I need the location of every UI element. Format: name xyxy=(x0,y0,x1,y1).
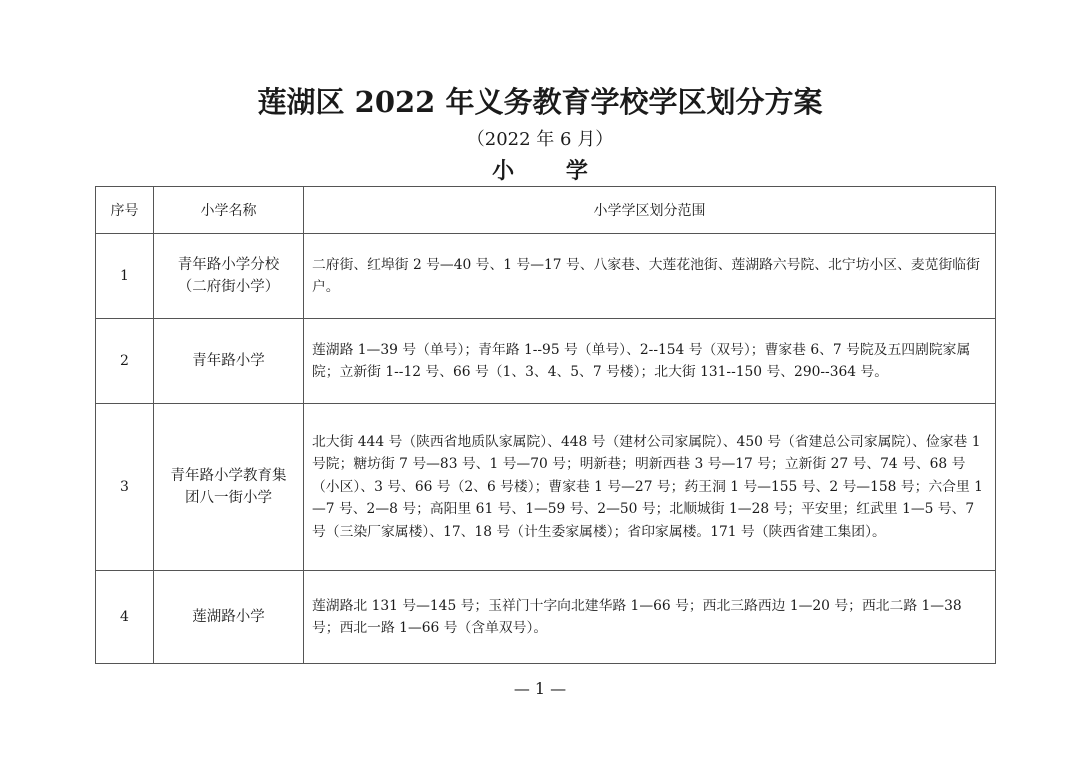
school-name: 青年路小学分校（二府街小学） xyxy=(154,234,304,319)
table-row xyxy=(96,571,996,664)
document-date: （2022 年 6 月） xyxy=(466,129,614,150)
school-name: 青年路小学 xyxy=(154,319,304,404)
row-index: 3 xyxy=(96,404,154,571)
school-district-table xyxy=(95,186,996,664)
document-title: 莲湖区 2022 年义务教育学校学区划分方案 xyxy=(257,85,823,119)
header-index: 序号 xyxy=(96,187,154,234)
school-name: 莲湖路小学 xyxy=(154,571,304,664)
table-row xyxy=(96,319,996,404)
district-range: 二府街、红埠街 2 号—40 号、1 号—17 号、八家巷、大莲花池街、莲湖路六号院、北宁坊小区、麦苋街临街户。 xyxy=(304,234,996,319)
table-header-row xyxy=(96,187,996,234)
row-index: 1 xyxy=(96,234,154,319)
header-district-range: 小学学区划分范围 xyxy=(304,187,996,234)
school-name: 青年路小学教育集团八一街小学 xyxy=(154,404,304,571)
table-row xyxy=(96,404,996,571)
row-index: 4 xyxy=(96,571,154,664)
page-number: — 1 — xyxy=(513,679,567,698)
header-school-name: 小学名称 xyxy=(154,187,304,234)
district-range: 莲湖路 1—39 号（单号）；青年路 1--95 号（单号）、2--154 号（双号）；曹家巷 6、7 号院及五四剧院家属院；立新街 1--12 号、66 号（1、3、4、5、7 号楼）；北大街 131--150 号、290--364 号。 xyxy=(304,319,996,404)
district-range: 莲湖路北 131 号—145 号；玉祥门十字向北建华路 1—66 号；西北三路西边 1—20 号；西北二路 1—38 号；西北一路 1—66 号（含单双号）。 xyxy=(304,571,996,664)
district-range: 北大街 444 号（陕西省地质队家属院）、448 号（建材公司家属院）、450 号（省建总公司家属院）、俭家巷 1 号院；糖坊街 7 号—83 号、1 号—70 号；明新巷；明新西巷 3 号—17 号；立新街 27 号、74 号、68 号（小区）、3 号、66 号（2、6 号楼）；曹家巷 1 号—27 号；药王洞 1 号—155 号、2 号—158 号；六合里 1—7 号、2—8 号；高阳里 61 号、1—59 号、2—50 号；北顺城街 1—28 号；平安里；红武里 1—5 号、7 号（三染厂家属楼）、17、18 号（计生委家属楼）；省印家属楼。171 号（陕西省建工集团）。 xyxy=(304,404,996,571)
section-heading: 小 学 xyxy=(492,158,610,184)
row-index: 2 xyxy=(96,319,154,404)
table-row xyxy=(96,234,996,319)
